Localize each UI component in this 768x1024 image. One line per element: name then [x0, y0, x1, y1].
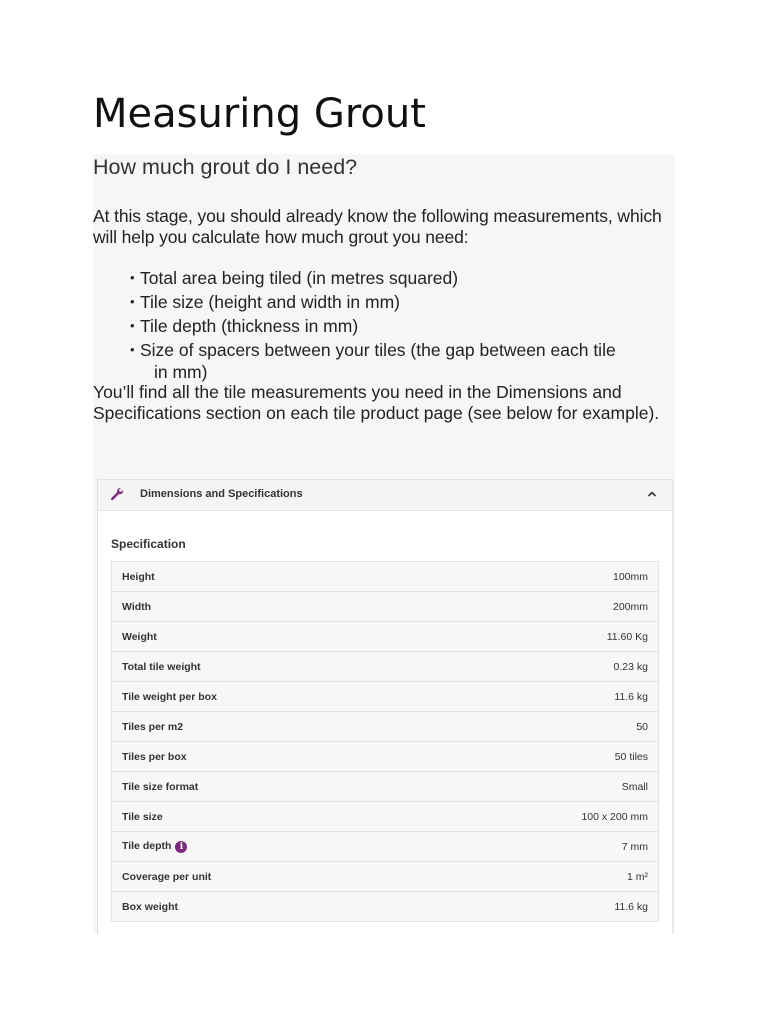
intro-paragraph: At this stage, you should already know the following measurements, which will help you calculate how much grout you need: [93, 206, 662, 247]
spec-label: Weight [112, 622, 424, 652]
table-row [112, 802, 659, 832]
specifications-accordion-header [98, 479, 672, 511]
bullet-icon: • [130, 318, 135, 333]
table-row [112, 862, 659, 892]
article-subheading: How much grout do I need? [93, 155, 358, 179]
list-item-text-continued: in mm) [154, 362, 208, 382]
spec-value: 11.6 kg [423, 892, 658, 922]
list-item [130, 314, 675, 338]
spec-label: Width [112, 592, 424, 622]
table-row [112, 772, 659, 802]
list-item-text: Size of spacers between your tiles (the gap between each tile [140, 340, 616, 360]
list-item-text: Total area being tiled (in metres squared) [140, 268, 459, 288]
table-row [112, 562, 659, 592]
spec-label: Tile size format [112, 772, 424, 802]
table-row [112, 682, 659, 712]
info-icon[interactable]: i [175, 841, 187, 853]
list-item-text: Tile depth (thickness in mm) [140, 316, 359, 336]
spec-value: 100 x 200 mm [423, 802, 658, 832]
spec-value: 50 [423, 712, 658, 742]
table-row [112, 742, 659, 772]
spec-label: Total tile weight [112, 652, 424, 682]
spec-value: 11.6 kg [423, 682, 658, 712]
list-item [130, 266, 675, 290]
spec-value: 7 mm [423, 832, 658, 862]
specifications-header-label: Dimensions and Specifications [140, 488, 303, 500]
spec-value: 100mm [423, 562, 658, 592]
spec-value: 0.23 kg [423, 652, 658, 682]
spec-label: Height [112, 562, 424, 592]
specification-table [111, 561, 659, 922]
spec-label: Tile weight per box [112, 682, 424, 712]
bullet-icon: • [130, 342, 135, 357]
spec-label: Tile size [112, 802, 424, 832]
table-row [112, 592, 659, 622]
measurement-list [93, 266, 675, 382]
list-item-text: Tile size (height and width in mm) [140, 292, 401, 312]
wrench-icon [110, 487, 124, 501]
spec-value: 200mm [423, 592, 658, 622]
page-title: Measuring Grout [93, 91, 426, 137]
table-row [112, 652, 659, 682]
bullet-icon: • [130, 294, 135, 309]
spec-label: Tiles per box [112, 742, 424, 772]
table-row [112, 622, 659, 652]
specification-heading: Specification [111, 537, 186, 551]
list-item [130, 338, 675, 382]
chevron-up-icon [646, 488, 658, 500]
table-row [112, 712, 659, 742]
spec-label: Coverage per unit [112, 862, 424, 892]
outro-paragraph: You’ll find all the tile measurements you need in the Dimensions and Specifications section on each tile product page (see below for example). [93, 382, 660, 423]
article-body [93, 154, 675, 934]
table-row [112, 892, 659, 922]
spec-value: 50 tiles [423, 742, 658, 772]
spec-value: Small [423, 772, 658, 802]
spec-value: 1 m² [423, 862, 658, 892]
bullet-icon: • [130, 270, 135, 285]
specifications-panel [97, 479, 673, 934]
table-row [112, 832, 659, 862]
spec-value: 11.60 Kg [423, 622, 658, 652]
spec-label: Tiles per m2 [112, 712, 424, 742]
spec-label-with-info [112, 832, 424, 862]
spec-label: Box weight [112, 892, 424, 922]
spec-label: Tile depth [122, 840, 172, 853]
list-item [130, 290, 675, 314]
